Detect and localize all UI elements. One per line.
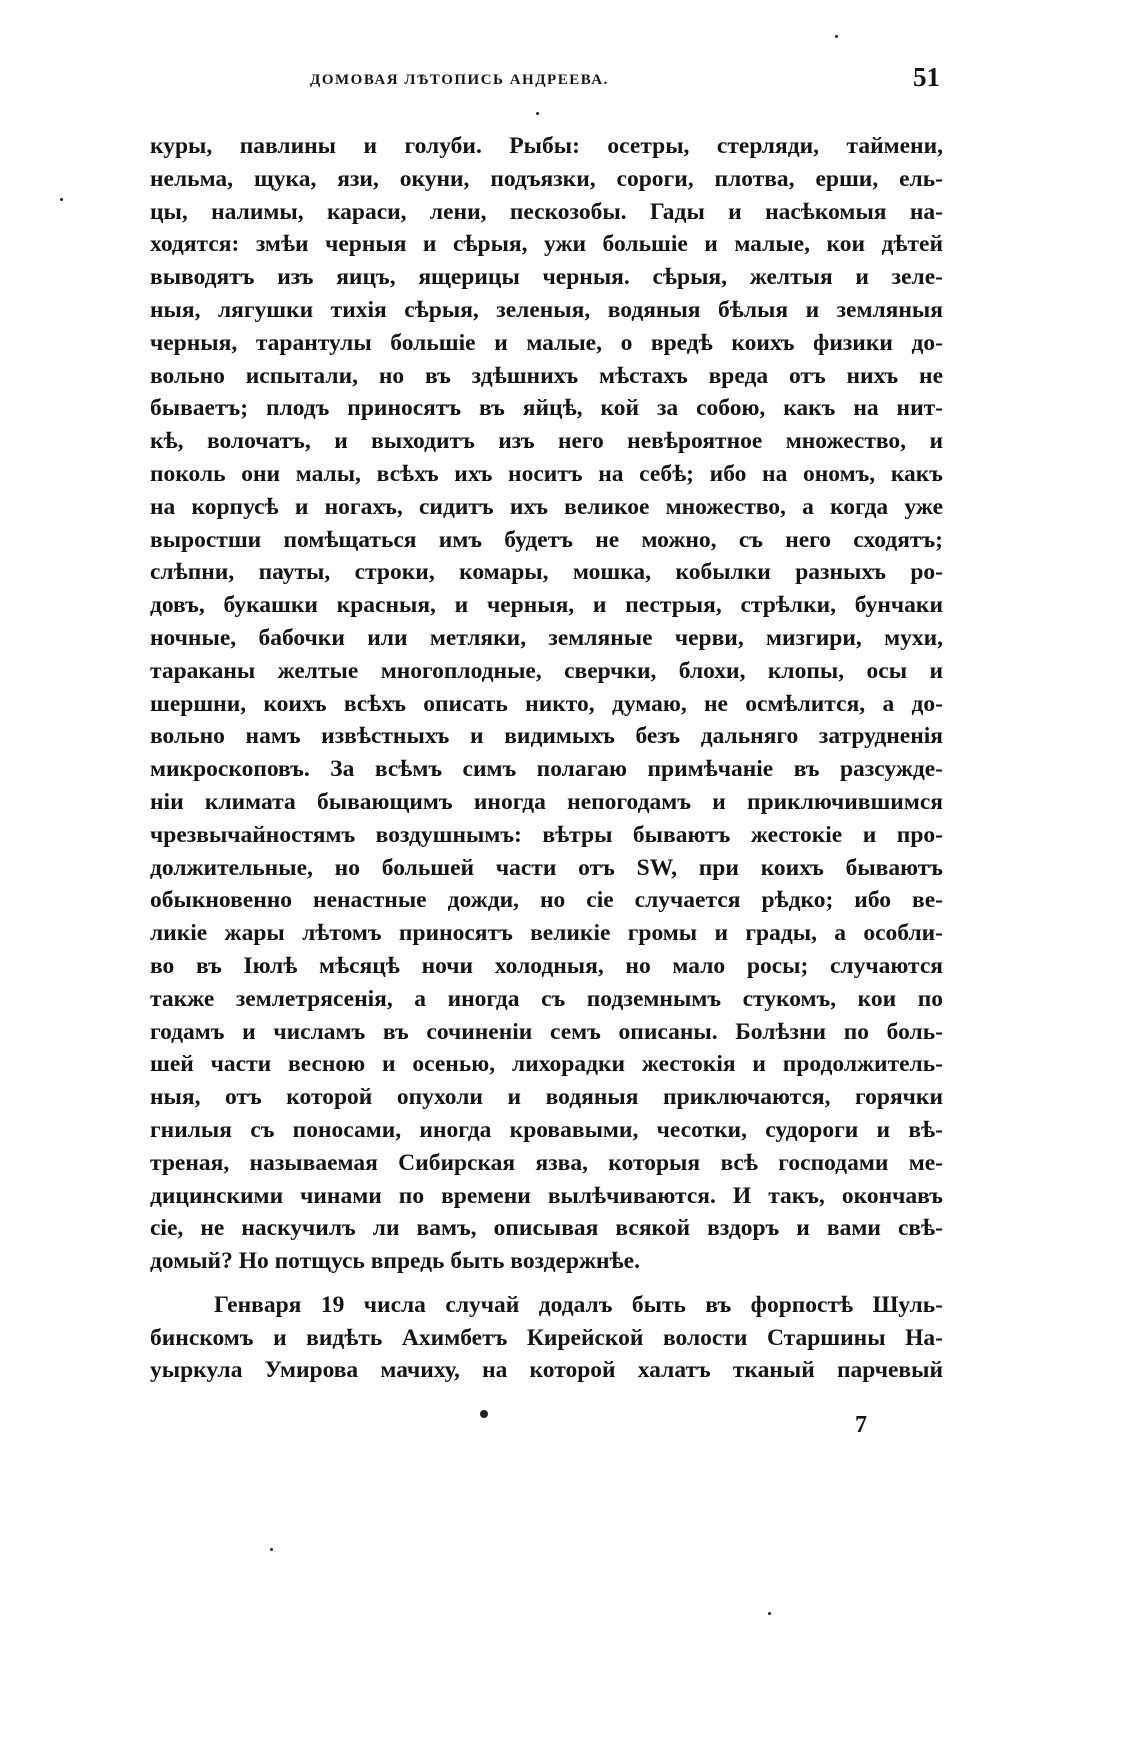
- text-line: тараканы желтые многоплодные, сверчки, блохи, клопы, осы и: [150, 657, 943, 684]
- text-line: бываетъ; плодъ приносятъ въ яйцѣ, кой за собою, какъ на нит-: [150, 395, 943, 422]
- text-line: бинскомъ и видѣть Ахимбетъ Кирейской волости Старшины На-: [150, 1324, 943, 1351]
- page-number: 51: [913, 62, 940, 92]
- text-line: сіе, не наскучилъ ли вамъ, описывая всякой вздоръ и вами свѣ-: [150, 1215, 943, 1242]
- signature-mark: 7: [855, 1412, 867, 1438]
- ink-speck: [835, 35, 838, 38]
- paragraph-gap: [150, 1278, 943, 1289]
- text-line: также землетрясенія, а иногда съ подземнымъ стукомъ, кои по: [150, 985, 943, 1012]
- text-line: ніи климата бывающимъ иногда непогодамъ и приключившимся: [150, 788, 943, 815]
- text-line: микроскоповъ. За всѣмъ симъ полагаю примѣчаніе въ разсужде-: [150, 756, 943, 783]
- text-line: дицинскими чинами по времени вылѣчиваются. И такъ, окончавъ: [150, 1182, 943, 1209]
- ink-speck: [60, 198, 63, 201]
- text-line: ликіе жары лѣтомъ приносятъ великіе громы и грады, а особли-: [150, 920, 943, 947]
- text-line: слѣпни, пауты, строки, комары, мошка, кобылки разныхъ ро-: [150, 559, 943, 586]
- text-line: черныя, тарантулы большіе и малые, о вредѣ коихъ физики до-: [150, 329, 943, 356]
- ink-speck: [768, 1612, 771, 1615]
- text-line: вольно намъ извѣстныхъ и видимыхъ безъ дальняго затрудненія: [150, 723, 943, 750]
- text-line: шершни, коихъ всѣхъ описать никто, думаю, не осмѣлится, а до-: [150, 690, 943, 717]
- text-line: во въ Іюлѣ мѣсяцѣ ночи холодныя, но мало росы; случаются: [150, 952, 943, 979]
- text-line: вольно испытали, но въ здѣшнихъ мѣстахъ вреда отъ нихъ не: [150, 362, 943, 389]
- text-line: довъ, букашки красныя, и черныя, и пестрыя, стрѣлки, бунчаки: [150, 592, 943, 619]
- text-line: обыкновенно ненастные дожди, но сіе случается рѣдко; ибо ве-: [150, 887, 943, 914]
- text-line: поколь они малы, всѣхъ ихъ носитъ на себѣ; ибо на ономъ, какъ: [150, 460, 943, 487]
- text-line: ныя, отъ которой опухоли и водяныя приключаются, горячки: [150, 1084, 943, 1111]
- text-line: выростши помѣщаться имъ будетъ не можно, съ него сходятъ;: [150, 526, 943, 553]
- text-line: Генваря 19 числа случай додалъ быть въ форпостѣ Шуль-: [214, 1291, 943, 1318]
- text-line: нельма, щука, язи, окуни, подъязки, сороги, плотва, ерши, ель-: [150, 165, 943, 192]
- text-line: должительные, но большей части отъ SW, при коихъ бываютъ: [150, 854, 943, 881]
- ink-speck: [536, 112, 539, 115]
- text-line: годамъ и числамъ въ сочиненіи семъ описаны. Болѣзни по боль-: [150, 1018, 943, 1045]
- text-line: кѣ, волочатъ, и выходитъ изъ него невѣроятное множество, и: [150, 428, 943, 455]
- text-line: ночные, бабочки или метляки, земляные черви, мизгири, мухи,: [150, 624, 943, 651]
- running-head: ДОМОВАЯ ЛѢТОПИСЬ АНДРЕЕВА.: [310, 72, 609, 88]
- text-line: домый? Но потщусь впредь быть воздержнѣе.: [150, 1248, 640, 1275]
- text-line: на корпусѣ и ногахъ, сидитъ ихъ великое множество, а когда уже: [150, 493, 943, 520]
- ink-speck: [270, 1548, 273, 1551]
- text-line: цы, налимы, караси, лени, пескозобы. Гады и насѣкомыя на-: [150, 198, 943, 225]
- text-line: выводятъ изъ яицъ, ящерицы черныя. сѣрыя, желтыя и зеле-: [150, 264, 943, 291]
- text-line: треная, называемая Сибирская язва, которыя всѣ господами ме-: [150, 1149, 943, 1176]
- text-line: ныя, лягушки тихія сѣрыя, зеленыя, водяныя бѣлыя и земляныя: [150, 296, 943, 323]
- text-line: уыркула Умирова мачиху, на которой халатъ тканый парчевый: [150, 1357, 943, 1384]
- ink-speck: [480, 1410, 488, 1418]
- text-line: ходятся: змѣи черныя и сѣрыя, ужи большіе и малые, кои дѣтей: [150, 231, 943, 258]
- text-line: шей части весною и осенью, лихорадки жестокія и продолжитель-: [150, 1051, 943, 1078]
- text-line: гнилыя съ поносами, иногда кровавыми, чесотки, судороги и вѣ-: [150, 1116, 943, 1143]
- paragraph-1: [150, 130, 943, 1278]
- text-line: куры, павлины и голуби. Рыбы: осетры, стерляди, таймени,: [150, 133, 943, 159]
- page-header: [160, 62, 940, 102]
- body-text: [150, 130, 943, 1387]
- text-line: чрезвычайностямъ воздушнымъ: вѣтры бываютъ жестокіе и про-: [150, 821, 943, 848]
- paragraph-2: [150, 1289, 943, 1387]
